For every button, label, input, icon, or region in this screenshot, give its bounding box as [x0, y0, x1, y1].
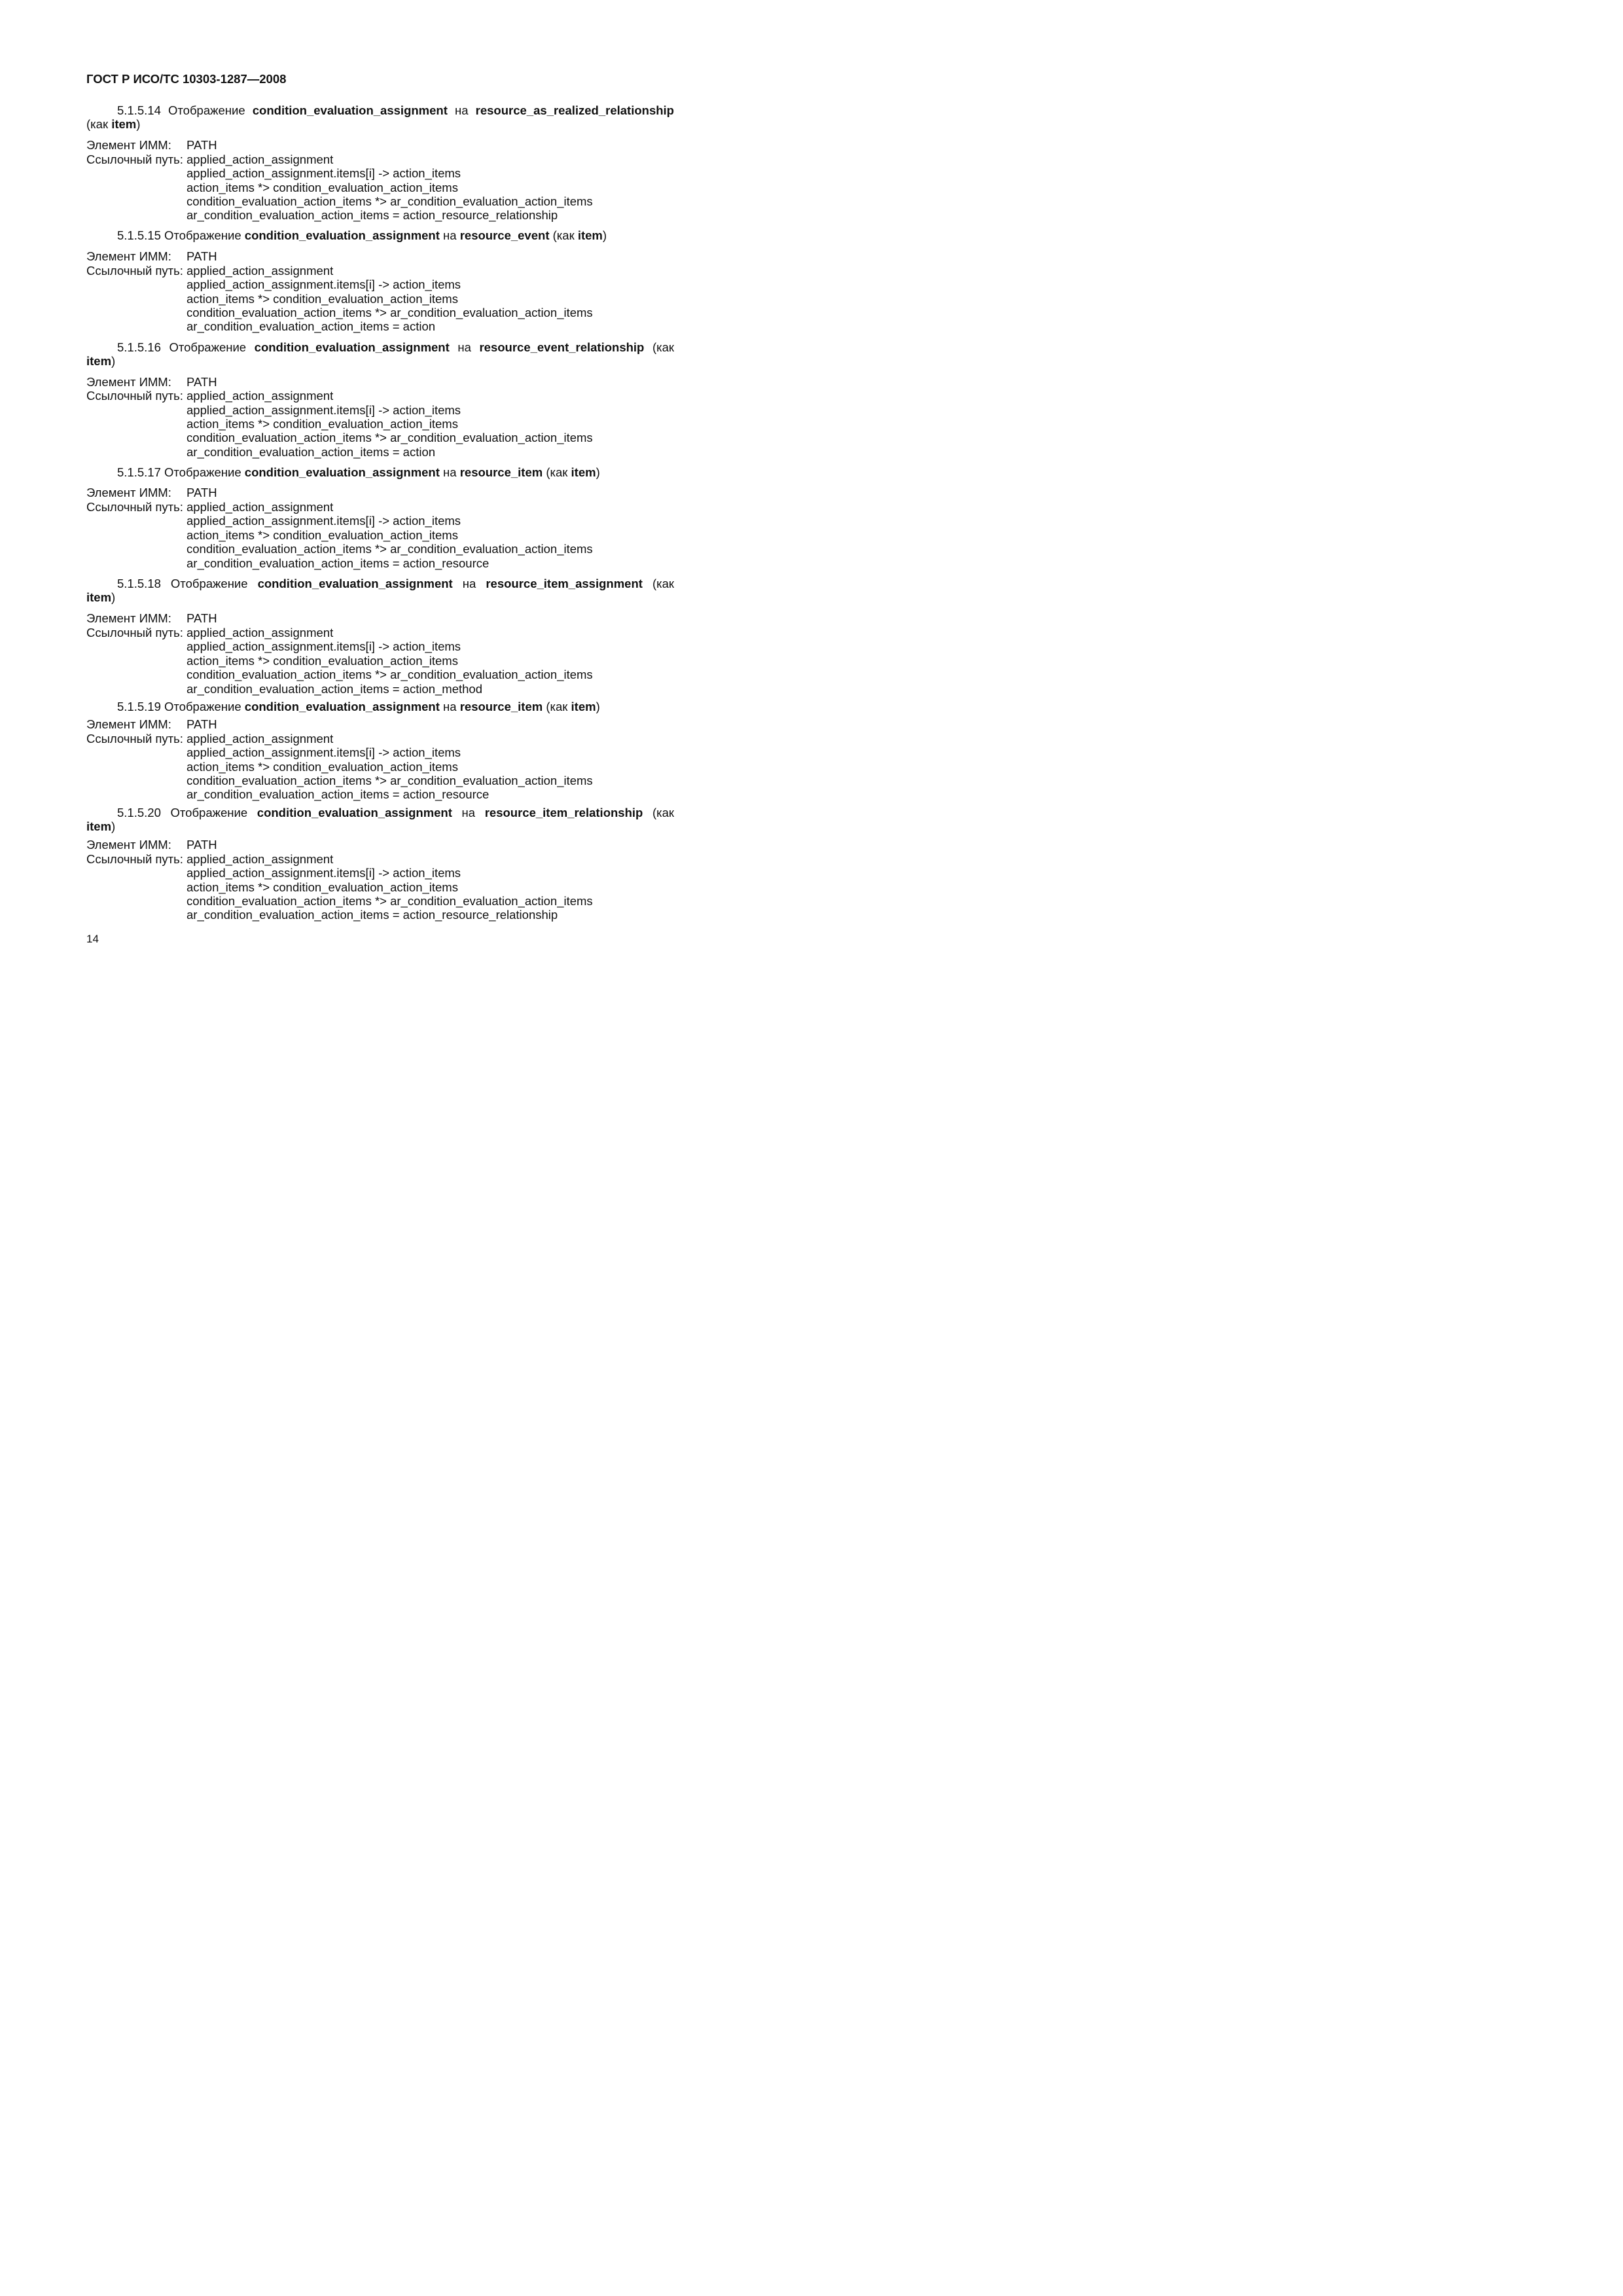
- section-target: resource_item: [459, 465, 543, 479]
- ref-path-line: ar_condition_evaluation_action_items = action_resource_relationship: [187, 908, 558, 922]
- ref-path-row: [86, 264, 333, 278]
- ref-path-line: applied_action_assignment: [187, 732, 334, 745]
- section-entity: condition_evaluation_assignment: [254, 340, 450, 354]
- ref-path-label: Ссылочный путь:: [86, 732, 183, 745]
- section-heading: [86, 700, 674, 713]
- ref-path-line: applied_action_assignment: [187, 152, 334, 166]
- section-prefix: Отображение: [169, 340, 247, 354]
- ref-path-line: condition_evaluation_action_items *> ar_condition_evaluation_action_items: [187, 542, 593, 556]
- section-heading: [86, 228, 674, 242]
- section-close: ): [596, 465, 600, 479]
- section-item: item: [86, 819, 112, 834]
- section-number: 5.1.5.15: [117, 228, 161, 242]
- section-item: item: [571, 465, 596, 479]
- section-as: (как: [546, 700, 568, 713]
- ref-path-line: applied_action_assignment: [187, 389, 334, 403]
- ref-path-line: applied_action_assignment.items[i] -> action_items: [187, 278, 461, 291]
- section-on: на: [443, 465, 457, 479]
- section-heading: [86, 465, 674, 479]
- ref-path-line: applied_action_assignment.items[i] -> action_items: [187, 514, 461, 528]
- section-heading: [86, 103, 674, 132]
- aim-element-label: Элемент ИММ:: [86, 486, 171, 499]
- section-prefix: Отображение: [164, 228, 241, 242]
- ref-path-line: action_items *> condition_evaluation_action_items: [187, 654, 458, 668]
- ref-path-line: action_items *> condition_evaluation_action_items: [187, 417, 458, 431]
- ref-path-line: ar_condition_evaluation_action_items = action: [187, 319, 436, 333]
- ref-path-line: action_items *> condition_evaluation_action_items: [187, 528, 458, 542]
- ref-path-line: applied_action_assignment: [187, 500, 334, 514]
- ref-path-line: action_items *> condition_evaluation_action_items: [187, 760, 458, 774]
- ref-path-line: ar_condition_evaluation_action_items = action_resource: [187, 556, 490, 570]
- aim-element-value: PATH: [187, 486, 217, 499]
- ref-path-line: condition_evaluation_action_items *> ar_condition_evaluation_action_items: [187, 668, 593, 681]
- ref-path-row: [86, 626, 333, 639]
- ref-path-line: applied_action_assignment.items[i] -> action_items: [187, 166, 461, 180]
- section-prefix: Отображение: [170, 577, 248, 590]
- ref-path-line: condition_evaluation_action_items *> ar_condition_evaluation_action_items: [187, 894, 593, 908]
- ref-path-label: Ссылочный путь:: [86, 852, 183, 866]
- ref-path-line: applied_action_assignment.items[i] -> action_items: [187, 639, 461, 653]
- section-on: на: [461, 806, 476, 819]
- section-item: item: [86, 590, 112, 605]
- section-item: item: [86, 354, 112, 368]
- section-number: 5.1.5.16: [117, 340, 161, 354]
- section-as: (как: [652, 577, 675, 590]
- section-as: (как: [652, 806, 675, 819]
- aim-element-label: Элемент ИММ:: [86, 611, 171, 625]
- ref-path-line: action_items *> condition_evaluation_action_items: [187, 181, 458, 194]
- section-target: resource_item_relationship: [484, 806, 643, 819]
- section-entity: condition_evaluation_assignment: [257, 577, 453, 590]
- section-tail: [86, 354, 674, 368]
- section-target: resource_as_realized_relationship: [475, 103, 674, 117]
- section-close: ): [136, 117, 141, 132]
- aim-element-row: [86, 249, 217, 263]
- section-number: 5.1.5.18: [117, 577, 161, 590]
- section-item: item: [577, 228, 603, 242]
- section-number: 5.1.5.19: [117, 700, 161, 713]
- section-number: 5.1.5.20: [117, 806, 161, 819]
- aim-element-label: Элемент ИММ:: [86, 717, 171, 731]
- section-prefix: Отображение: [170, 806, 248, 819]
- section-tail: [86, 819, 674, 833]
- section-close: ): [111, 819, 116, 834]
- aim-element-row: [86, 611, 217, 625]
- section-close: ): [602, 228, 607, 242]
- ref-path-label: Ссылочный путь:: [86, 389, 183, 403]
- aim-element-label: Элемент ИММ:: [86, 375, 171, 389]
- ref-path-line: applied_action_assignment.items[i] -> action_items: [187, 403, 461, 417]
- aim-element-row: [86, 486, 217, 499]
- ref-path-line: ar_condition_evaluation_action_items = action_resource_relationship: [187, 208, 558, 222]
- ref-path-line: condition_evaluation_action_items *> ar_condition_evaluation_action_items: [187, 431, 593, 444]
- ref-path-label: Ссылочный путь:: [86, 264, 183, 278]
- aim-element-value: PATH: [187, 611, 217, 625]
- aim-element-value: PATH: [187, 249, 217, 263]
- section-on: на: [462, 577, 476, 590]
- ref-path-row: [86, 852, 333, 866]
- section-entity: condition_evaluation_assignment: [244, 700, 440, 713]
- section-target: resource_event_relationship: [479, 340, 645, 354]
- aim-element-label: Элемент ИММ:: [86, 249, 171, 263]
- section-heading: [86, 806, 674, 834]
- ref-path-label: Ссылочный путь:: [86, 626, 183, 639]
- section-on: на: [443, 700, 457, 713]
- section-number: 5.1.5.14: [117, 103, 161, 117]
- ref-path-line: applied_action_assignment.items[i] -> action_items: [187, 866, 461, 880]
- ref-path-label: Ссылочный путь:: [86, 152, 183, 166]
- ref-path-line: condition_evaluation_action_items *> ar_condition_evaluation_action_items: [187, 774, 593, 787]
- ref-path-line: applied_action_assignment.items[i] -> action_items: [187, 745, 461, 759]
- ref-path-line: applied_action_assignment: [187, 626, 334, 639]
- section-close: ): [111, 590, 116, 605]
- aim-element-row: [86, 717, 217, 731]
- section-number: 5.1.5.17: [117, 465, 161, 479]
- ref-path-line: ar_condition_evaluation_action_items = action: [187, 445, 436, 459]
- section-tail: [86, 117, 674, 131]
- aim-element-label: Элемент ИММ:: [86, 138, 171, 152]
- aim-element-value: PATH: [187, 717, 217, 731]
- aim-element-value: PATH: [187, 838, 217, 852]
- ref-path-row: [86, 732, 333, 745]
- ref-path-line: action_items *> condition_evaluation_action_items: [187, 292, 458, 306]
- ref-path-line: applied_action_assignment: [187, 852, 334, 866]
- document-header: ГОСТ Р ИСО/ТС 10303-1287—2008: [86, 72, 287, 86]
- section-as: (как: [652, 340, 674, 354]
- section-item: item: [571, 700, 596, 713]
- ref-path-line: condition_evaluation_action_items *> ar_condition_evaluation_action_items: [187, 194, 593, 208]
- section-target: resource_event: [459, 228, 550, 242]
- section-heading: [86, 340, 674, 368]
- aim-element-row: [86, 838, 217, 852]
- section-as: (как: [552, 228, 575, 242]
- section-on: на: [455, 103, 469, 117]
- section-heading: [86, 577, 674, 605]
- ref-path-line: action_items *> condition_evaluation_action_items: [187, 880, 458, 894]
- section-close: ): [596, 700, 600, 713]
- section-prefix: Отображение: [168, 103, 245, 117]
- aim-element-row: [86, 138, 217, 152]
- aim-element-value: PATH: [187, 375, 217, 389]
- ref-path-line: applied_action_assignment: [187, 264, 334, 278]
- section-as: (как: [86, 117, 109, 132]
- page-number: 14: [86, 933, 99, 945]
- aim-element-row: [86, 375, 217, 389]
- section-entity: condition_evaluation_assignment: [244, 465, 440, 479]
- section-target: resource_item_assignment: [486, 577, 643, 590]
- section-on: на: [443, 228, 457, 242]
- section-entity: condition_evaluation_assignment: [257, 806, 452, 819]
- section-prefix: Отображение: [164, 700, 241, 713]
- section-on: на: [457, 340, 471, 354]
- section-close: ): [111, 354, 116, 368]
- aim-element-value: PATH: [187, 138, 217, 152]
- ref-path-row: [86, 500, 333, 514]
- ref-path-row: [86, 152, 333, 166]
- section-entity: condition_evaluation_assignment: [244, 228, 440, 242]
- section-prefix: Отображение: [164, 465, 241, 479]
- ref-path-line: ar_condition_evaluation_action_items = action_resource: [187, 787, 490, 801]
- section-item: item: [111, 117, 137, 132]
- aim-element-label: Элемент ИММ:: [86, 838, 171, 852]
- ref-path-line: ar_condition_evaluation_action_items = action_method: [187, 682, 483, 696]
- section-tail: [86, 590, 674, 604]
- ref-path-line: condition_evaluation_action_items *> ar_condition_evaluation_action_items: [187, 306, 593, 319]
- ref-path-row: [86, 389, 333, 403]
- section-as: (как: [546, 465, 568, 479]
- section-entity: condition_evaluation_assignment: [252, 103, 448, 117]
- section-target: resource_item: [459, 700, 543, 713]
- ref-path-label: Ссылочный путь:: [86, 500, 183, 514]
